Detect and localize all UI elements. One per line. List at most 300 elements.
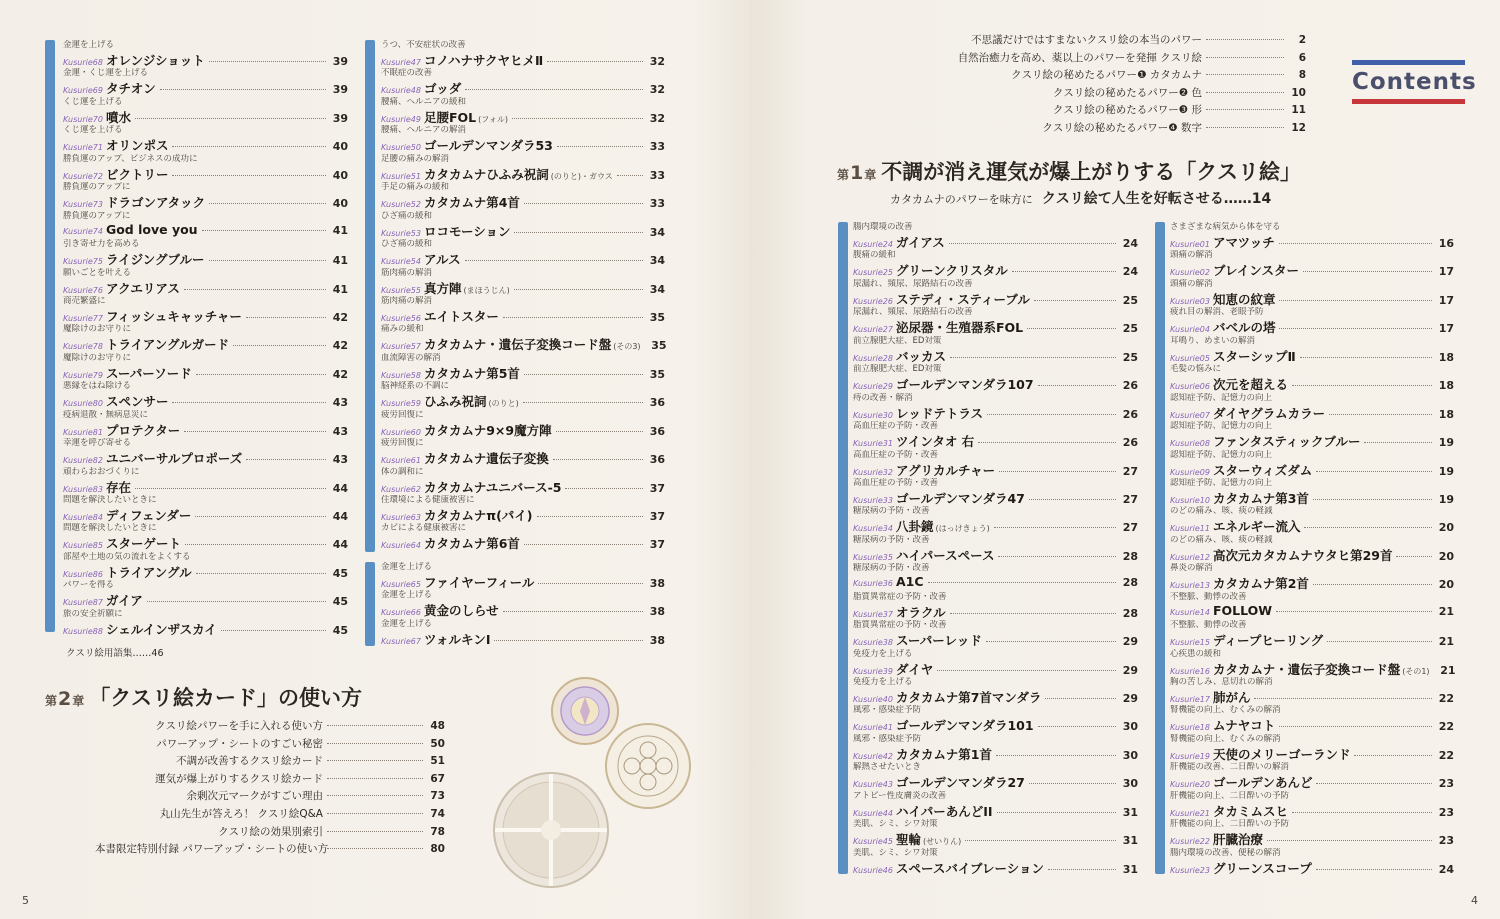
toc-entry[interactable] — [1170, 450, 1454, 478]
toc-entry[interactable] — [1170, 222, 1454, 250]
toc-entry[interactable] — [381, 268, 665, 296]
toc-entry[interactable] — [853, 279, 1138, 307]
entry-page: 41 — [332, 223, 348, 237]
entry-code: Kusurie47 — [381, 58, 421, 67]
toc-row[interactable] — [95, 771, 445, 789]
entry-effect: 筋肉痛の解消 — [381, 295, 433, 306]
toc-row-page: 51 — [430, 755, 445, 768]
entry-code: Kusurie87 — [63, 598, 103, 608]
dot-leader — [172, 146, 326, 147]
entry-name: ハイパーあんどII — [895, 803, 993, 819]
entry-effect: 足腰の痛みの解消 — [381, 153, 450, 164]
toc-entry[interactable] — [1170, 734, 1454, 762]
entry-code: Kusurie77 — [63, 313, 103, 323]
toc-entry[interactable] — [63, 239, 348, 267]
toc-entry[interactable] — [63, 268, 348, 296]
toc-entry[interactable] — [1170, 307, 1454, 335]
entry-code: Kusurie25 — [853, 268, 893, 278]
entry-page: 30 — [1122, 748, 1138, 762]
toc-entry[interactable] — [63, 438, 348, 466]
entry-name: スーパーレッド — [895, 633, 982, 649]
entry-code: Kusurie76 — [63, 285, 103, 295]
entry-name: カタカムナ・遺伝子変換コード盤 — [423, 337, 612, 353]
entry-page: 19 — [1438, 464, 1454, 478]
toc-entry[interactable] — [1170, 705, 1454, 733]
dot-leader — [1038, 726, 1116, 727]
entry-code: Kusurie09 — [1170, 467, 1210, 477]
toc-entry[interactable] — [853, 336, 1138, 364]
toc-entry[interactable] — [1170, 819, 1454, 847]
dot-leader — [160, 89, 326, 90]
toc-entry[interactable] — [1170, 620, 1454, 648]
entry-code: Kusurie88 — [63, 626, 103, 636]
entry-code: Kusurie46 — [853, 865, 893, 875]
entry-page: 40 — [332, 168, 348, 182]
toc-entry[interactable] — [381, 562, 665, 590]
toc-entry[interactable] — [63, 580, 348, 608]
entry-code: Kusurie65 — [381, 580, 421, 589]
entry-effect: 腸内環境の改善、便秘の解消 — [1170, 847, 1281, 858]
toc-entry[interactable] — [63, 154, 348, 182]
dot-leader — [221, 630, 326, 631]
toc-entry[interactable] — [381, 296, 665, 324]
toc-entry[interactable] — [853, 620, 1138, 648]
dot-leader — [524, 203, 643, 204]
entry-page: 19 — [1438, 492, 1454, 506]
toc-entry[interactable] — [853, 734, 1138, 762]
entry-name: カタカムナ第5首 — [423, 365, 520, 381]
entry-name: ツインタオ 右 — [895, 434, 975, 450]
entry-code: Kusurie02 — [1170, 268, 1210, 278]
toc-entry[interactable] — [381, 40, 665, 68]
dot-leader — [514, 232, 643, 233]
entry-effect: 高血圧症の予防・改善 — [853, 421, 939, 432]
toc-entry[interactable] — [853, 421, 1138, 449]
toc-row[interactable] — [95, 788, 445, 806]
entry-page: 25 — [1122, 350, 1138, 364]
entry-name-reading: (せいりん) — [922, 837, 962, 847]
toc-entry[interactable] — [1170, 535, 1454, 563]
entry-name: カタカムナ第4首 — [423, 195, 520, 211]
toc-row-title: パワーアップ・シートのすごい秘密 — [156, 737, 323, 750]
entry-code: Kusurie50 — [381, 143, 421, 153]
toc-entry[interactable] — [1170, 506, 1454, 534]
entry-name: ゴールデンマンダラ27 — [895, 775, 1025, 791]
toc-entry[interactable] — [63, 68, 348, 96]
toc-entry[interactable] — [1170, 250, 1454, 278]
entry-effect: のどの痛み、咳、痰の軽減 — [1170, 534, 1273, 545]
toc-entry[interactable] — [381, 467, 665, 495]
entry-name: スペンサー — [105, 394, 169, 410]
entry-code: Kusurie26 — [853, 296, 893, 306]
entry-page: 36 — [649, 424, 665, 438]
toc-entry[interactable] — [63, 40, 348, 68]
entry-effect: 腰痛、ヘルニアの緩和 — [381, 96, 467, 107]
toc-entry[interactable] — [381, 590, 665, 618]
toc-row[interactable] — [95, 718, 445, 736]
toc-entry[interactable] — [1170, 336, 1454, 364]
entry-effect: 頭痛の解消 — [1170, 250, 1213, 261]
dot-leader — [565, 488, 643, 489]
toc-row[interactable] — [95, 736, 445, 754]
dot-leader — [327, 760, 423, 761]
dot-leader — [1313, 499, 1432, 500]
toc-entry[interactable] — [1170, 762, 1454, 790]
entry-page: 41 — [332, 254, 348, 268]
dot-leader — [997, 812, 1116, 813]
toc-entry[interactable] — [381, 495, 665, 523]
entry-page: 17 — [1438, 265, 1454, 279]
right-column-2 — [1170, 222, 1454, 876]
toc-entry[interactable] — [853, 819, 1138, 847]
entry-name-reading: (はっけきょう) — [935, 524, 990, 534]
toc-row[interactable] — [95, 841, 445, 859]
toc-entry[interactable] — [853, 250, 1138, 278]
dot-leader — [1206, 57, 1284, 58]
entry-effect: 金運・くじ運を上げる — [63, 68, 149, 79]
entry-page: 37 — [649, 481, 665, 495]
entry-page: 27 — [1122, 492, 1138, 506]
entry-code: Kusurie03 — [1170, 296, 1210, 306]
toc-entry[interactable] — [381, 211, 665, 239]
dot-leader — [987, 414, 1116, 415]
toc-row-title: 本書限定特別付録 パワーアップ・シートの使い方 — [95, 843, 329, 856]
entry-name: カタカムナ第6首 — [423, 536, 520, 552]
toc-entry[interactable] — [1170, 677, 1454, 705]
toc-entry[interactable] — [63, 609, 348, 637]
entry-name: カタカムナ9×9魔方陣 — [423, 422, 552, 438]
entry-code: Kusurie34 — [853, 524, 893, 534]
toc-entry[interactable] — [853, 307, 1138, 335]
toc-row-title: クスリ絵の効果別索引 — [218, 825, 323, 838]
dot-leader — [1303, 271, 1432, 272]
toc-entry[interactable] — [381, 381, 665, 409]
entry-code: Kusurie70 — [63, 114, 103, 124]
entry-page: 26 — [1122, 436, 1138, 450]
entry-code: Kusurie43 — [853, 780, 893, 790]
entry-effect: 頭痛の解消 — [1170, 278, 1213, 289]
entry-code: Kusurie05 — [1170, 353, 1210, 363]
entry-page: 42 — [332, 339, 348, 353]
toc-entry[interactable] — [853, 592, 1138, 620]
entry-effect: 疲れ目の解消、老眼予防 — [1170, 307, 1264, 318]
toc-entry[interactable] — [853, 478, 1138, 506]
dot-leader — [1316, 471, 1432, 472]
entry-page: 43 — [332, 453, 348, 467]
entry-page: 17 — [1438, 293, 1454, 307]
toc-entry[interactable] — [381, 97, 665, 125]
entry-effect: 認知症予防、記憶力の向上 — [1170, 477, 1273, 488]
toc-row[interactable] — [95, 806, 445, 824]
entry-page: 35 — [649, 367, 665, 381]
toc-entry[interactable] — [853, 364, 1138, 392]
right-page — [750, 0, 1500, 919]
chapter-2-list — [95, 718, 445, 859]
entry-page: 45 — [332, 595, 348, 609]
entry-effect: 悪縁をはね除ける — [63, 381, 132, 392]
toc-row[interactable] — [940, 32, 1306, 50]
toc-entry[interactable] — [1170, 592, 1454, 620]
entry-code: Kusurie83 — [63, 484, 103, 494]
entry-effect: 血流障害の解消 — [381, 352, 441, 363]
entry-page: 31 — [1122, 805, 1138, 819]
entry-effect: 勝負運のアップ、ビジネスの成功に — [63, 153, 198, 164]
entry-code: Kusurie61 — [381, 456, 421, 466]
dot-leader — [523, 402, 643, 403]
entry-name: トライアングルガード — [105, 337, 230, 353]
entry-page: 44 — [332, 538, 348, 552]
toc-entry[interactable] — [853, 222, 1138, 250]
entry-name: バッカス — [895, 348, 946, 364]
entry-code: Kusurie41 — [853, 723, 893, 733]
entry-name: エネルギー流入 — [1212, 519, 1301, 535]
entry-effect: 金運を上げる — [381, 590, 433, 601]
dot-leader — [553, 459, 643, 460]
toc-entry[interactable] — [63, 182, 348, 210]
toc-entry[interactable] — [63, 211, 348, 239]
toc-entry[interactable] — [63, 324, 348, 352]
dot-leader — [1027, 328, 1116, 329]
entry-code: Kusurie17 — [1170, 695, 1210, 704]
entry-code: Kusurie44 — [853, 808, 893, 818]
toc-entry[interactable] — [381, 353, 665, 381]
entry-code: Kusurie84 — [63, 513, 103, 522]
toc-entry[interactable] — [1170, 478, 1454, 506]
entry-name: ムナヤコト — [1212, 718, 1276, 734]
entry-code: Kusurie18 — [1170, 723, 1210, 733]
entry-effect: 美肌、シミ、シワ対策 — [853, 847, 938, 858]
entry-name: 次元を超える — [1212, 377, 1288, 393]
toc-entry[interactable] — [63, 296, 348, 324]
toc-entry[interactable] — [381, 619, 665, 647]
toc-entry[interactable] — [381, 154, 665, 182]
entry-page: 33 — [649, 197, 665, 211]
dot-leader — [1045, 698, 1116, 699]
dot-leader — [503, 317, 643, 318]
dot-leader — [246, 317, 326, 318]
dot-leader — [1029, 783, 1116, 784]
entry-name: グリーンクリスタル — [895, 263, 1008, 279]
dot-leader — [465, 89, 643, 90]
entry-code: Kusurie36 — [853, 579, 893, 589]
entry-name: ゴールデンマンダラ107 — [895, 377, 1034, 393]
entry-name: スターウィズダム — [1212, 462, 1313, 478]
entry-effect: 問題を解決したいときに — [63, 523, 157, 534]
toc-entry[interactable] — [853, 791, 1138, 819]
entry-effect: 解熱させたいとき — [853, 762, 922, 773]
toc-entry[interactable] — [853, 649, 1138, 677]
entry-effect: 疫病退散・無病息災に — [63, 409, 149, 420]
dot-leader — [1354, 755, 1432, 756]
entry-page: 42 — [332, 310, 348, 324]
toc-entry[interactable] — [853, 535, 1138, 563]
toc-entry[interactable] — [381, 523, 665, 551]
toc-entry[interactable] — [381, 410, 665, 438]
dot-leader — [503, 611, 643, 612]
dot-leader — [950, 613, 1116, 614]
toc-entry[interactable] — [63, 495, 348, 523]
dot-leader — [494, 640, 643, 641]
toc-row-title: クスリ絵の秘めたるパワー❹ 数字 — [1042, 121, 1202, 134]
entry-effect: 疲労回復に — [381, 409, 424, 420]
toc-entry[interactable] — [63, 97, 348, 125]
dot-leader — [537, 516, 643, 517]
dot-leader — [196, 374, 326, 375]
toc-entry[interactable] — [1170, 279, 1454, 307]
entry-page: 18 — [1438, 379, 1454, 393]
entry-effect: 不整脈、動悸の改善 — [1170, 591, 1247, 602]
dot-leader — [185, 544, 326, 545]
entry-effect: 認知症予防、記憶力の向上 — [1170, 392, 1273, 403]
entry-effect: 高血圧症の予防・改善 — [853, 477, 939, 488]
toc-entry[interactable] — [63, 552, 348, 580]
toc-row[interactable] — [940, 85, 1306, 103]
entry-effect: 幸運を呼び寄せる — [63, 438, 132, 449]
toc-row-title: 余剰次元マークがすごい理由 — [186, 790, 323, 803]
entry-code: Kusurie86 — [63, 569, 103, 579]
entry-name: レッドテトラス — [895, 405, 983, 421]
toc-entry[interactable] — [381, 125, 665, 153]
toc-entry[interactable] — [1170, 649, 1454, 677]
toc-entry[interactable] — [853, 848, 1138, 876]
entry-name: カタカムナ第1首 — [895, 746, 992, 762]
entry-page: 33 — [649, 140, 665, 154]
dot-leader — [1292, 385, 1432, 386]
entry-effect: 認知症予防、記憶力の向上 — [1170, 421, 1273, 432]
entry-name: プロテクター — [105, 422, 181, 438]
dot-leader — [195, 516, 326, 517]
entry-page: 45 — [332, 623, 348, 637]
entry-effect: アトピー性皮膚炎の改善 — [853, 790, 947, 801]
toc-row[interactable] — [940, 67, 1306, 85]
entry-name: ガイアス — [895, 235, 945, 250]
entry-code: Kusurie75 — [63, 257, 103, 267]
toc-entry[interactable] — [853, 563, 1138, 591]
entry-code: Kusurie40 — [853, 695, 893, 704]
entry-page: 25 — [1122, 293, 1138, 307]
entry-code: Kusurie49 — [381, 114, 421, 124]
entry-name: カタカムナπ(パイ) — [423, 508, 533, 523]
toc-entry[interactable] — [63, 410, 348, 438]
toc-row[interactable] — [95, 753, 445, 771]
intro-list — [940, 32, 1306, 138]
toc-row[interactable] — [940, 50, 1306, 68]
entry-name: カタカムナユニバース-5 — [423, 479, 562, 495]
entry-code: Kusurie64 — [381, 541, 421, 551]
toc-entry[interactable] — [1170, 393, 1454, 421]
toc-entry[interactable] — [853, 393, 1138, 421]
entry-code: Kusurie45 — [853, 837, 893, 847]
entry-name: オレンジショット — [105, 53, 205, 68]
entry-effect: 疲労回復に — [381, 438, 424, 449]
dot-leader — [184, 431, 326, 432]
dot-leader — [950, 357, 1116, 358]
toc-entry[interactable] — [853, 705, 1138, 733]
toc-entry[interactable] — [63, 381, 348, 409]
chapter-2-heading: 第2章 「クスリ絵カード」の使い方 — [45, 686, 363, 710]
entry-code: Kusurie32 — [853, 467, 893, 477]
dot-leader — [1206, 74, 1284, 75]
entry-page: 34 — [649, 225, 665, 239]
entry-page: 35 — [649, 310, 665, 324]
dot-leader — [928, 582, 1117, 583]
toc-entry[interactable] — [63, 353, 348, 381]
toc-entry[interactable] — [381, 68, 665, 96]
entry-page: 45 — [332, 566, 348, 580]
entry-effect: 腰痛、ヘルニアの解消 — [381, 125, 467, 136]
toc-entry[interactable] — [1170, 364, 1454, 392]
toc-entry[interactable] — [1170, 563, 1454, 591]
entry-page: 24 — [1122, 265, 1138, 279]
entry-effect: 糖尿病の予防・改善 — [853, 534, 930, 545]
entry-name: ひふみ祝詞 — [423, 394, 487, 410]
toc-row[interactable] — [940, 102, 1306, 120]
toc-row-page: 11 — [1291, 104, 1306, 117]
entry-effect: 不整脈、動悸の改善 — [1170, 620, 1247, 631]
entry-name: ファイヤーフィール — [423, 575, 535, 590]
toc-entry[interactable] — [63, 125, 348, 153]
entry-page: 23 — [1438, 777, 1454, 791]
toc-entry[interactable] — [1170, 848, 1454, 876]
toc-row-page: 74 — [430, 807, 445, 820]
entry-page: 29 — [1122, 692, 1138, 705]
toc-entry[interactable] — [381, 239, 665, 267]
dot-leader — [327, 813, 423, 814]
entry-code: Kusurie14 — [1170, 607, 1210, 617]
toc-row[interactable] — [95, 824, 445, 842]
entry-name: アグリカルチャー — [895, 462, 996, 478]
toc-entry[interactable] — [63, 523, 348, 551]
medallion-small — [550, 676, 620, 746]
dot-leader — [986, 641, 1116, 642]
entry-name: ドラゴンアタック — [105, 195, 206, 211]
entry-code: Kusurie59 — [381, 399, 421, 409]
chapter-1-subtitle: カタカムナのパワーを味方に クスリ絵て人生を好転させる……14 — [890, 191, 1272, 207]
entry-name: ブレインスター — [1212, 263, 1299, 279]
dot-leader — [327, 725, 423, 726]
entry-name: ダイヤ — [895, 661, 934, 677]
toc-entry[interactable] — [381, 324, 665, 352]
toc-entry[interactable] — [381, 182, 665, 210]
toc-entry[interactable] — [853, 677, 1138, 705]
toc-entry[interactable] — [853, 762, 1138, 790]
section-tab-body-r1 — [838, 222, 848, 874]
toc-entry[interactable] — [853, 450, 1138, 478]
toc-entry[interactable] — [381, 438, 665, 466]
dot-leader — [1364, 442, 1432, 443]
entry-code: Kusurie29 — [853, 382, 893, 392]
entry-page: 44 — [332, 510, 348, 523]
toc-entry[interactable] — [1170, 791, 1454, 819]
toc-entry[interactable] — [1170, 421, 1454, 449]
toc-row-page: 78 — [430, 825, 445, 838]
entry-effect: 前立腺肥大症、ED対策 — [853, 335, 942, 346]
dot-leader — [196, 573, 326, 574]
entry-name: 高次元カタカムナウタヒ第29首 — [1212, 547, 1393, 563]
toc-entry[interactable] — [853, 506, 1138, 534]
dot-leader — [999, 471, 1116, 472]
entry-page: 35 — [651, 339, 667, 353]
toc-entry[interactable] — [63, 467, 348, 495]
entry-name: 噴水 — [105, 109, 131, 125]
toc-row[interactable] — [940, 120, 1306, 138]
entry-effect: 手足の痛みの緩和 — [381, 182, 450, 193]
entry-page: 32 — [649, 83, 665, 97]
dot-leader — [524, 544, 643, 545]
entry-effect: 美肌、シミ、シワ対策 — [853, 819, 938, 830]
right-column-1 — [853, 222, 1138, 876]
entry-effect: 不眠症の改善 — [381, 68, 433, 79]
